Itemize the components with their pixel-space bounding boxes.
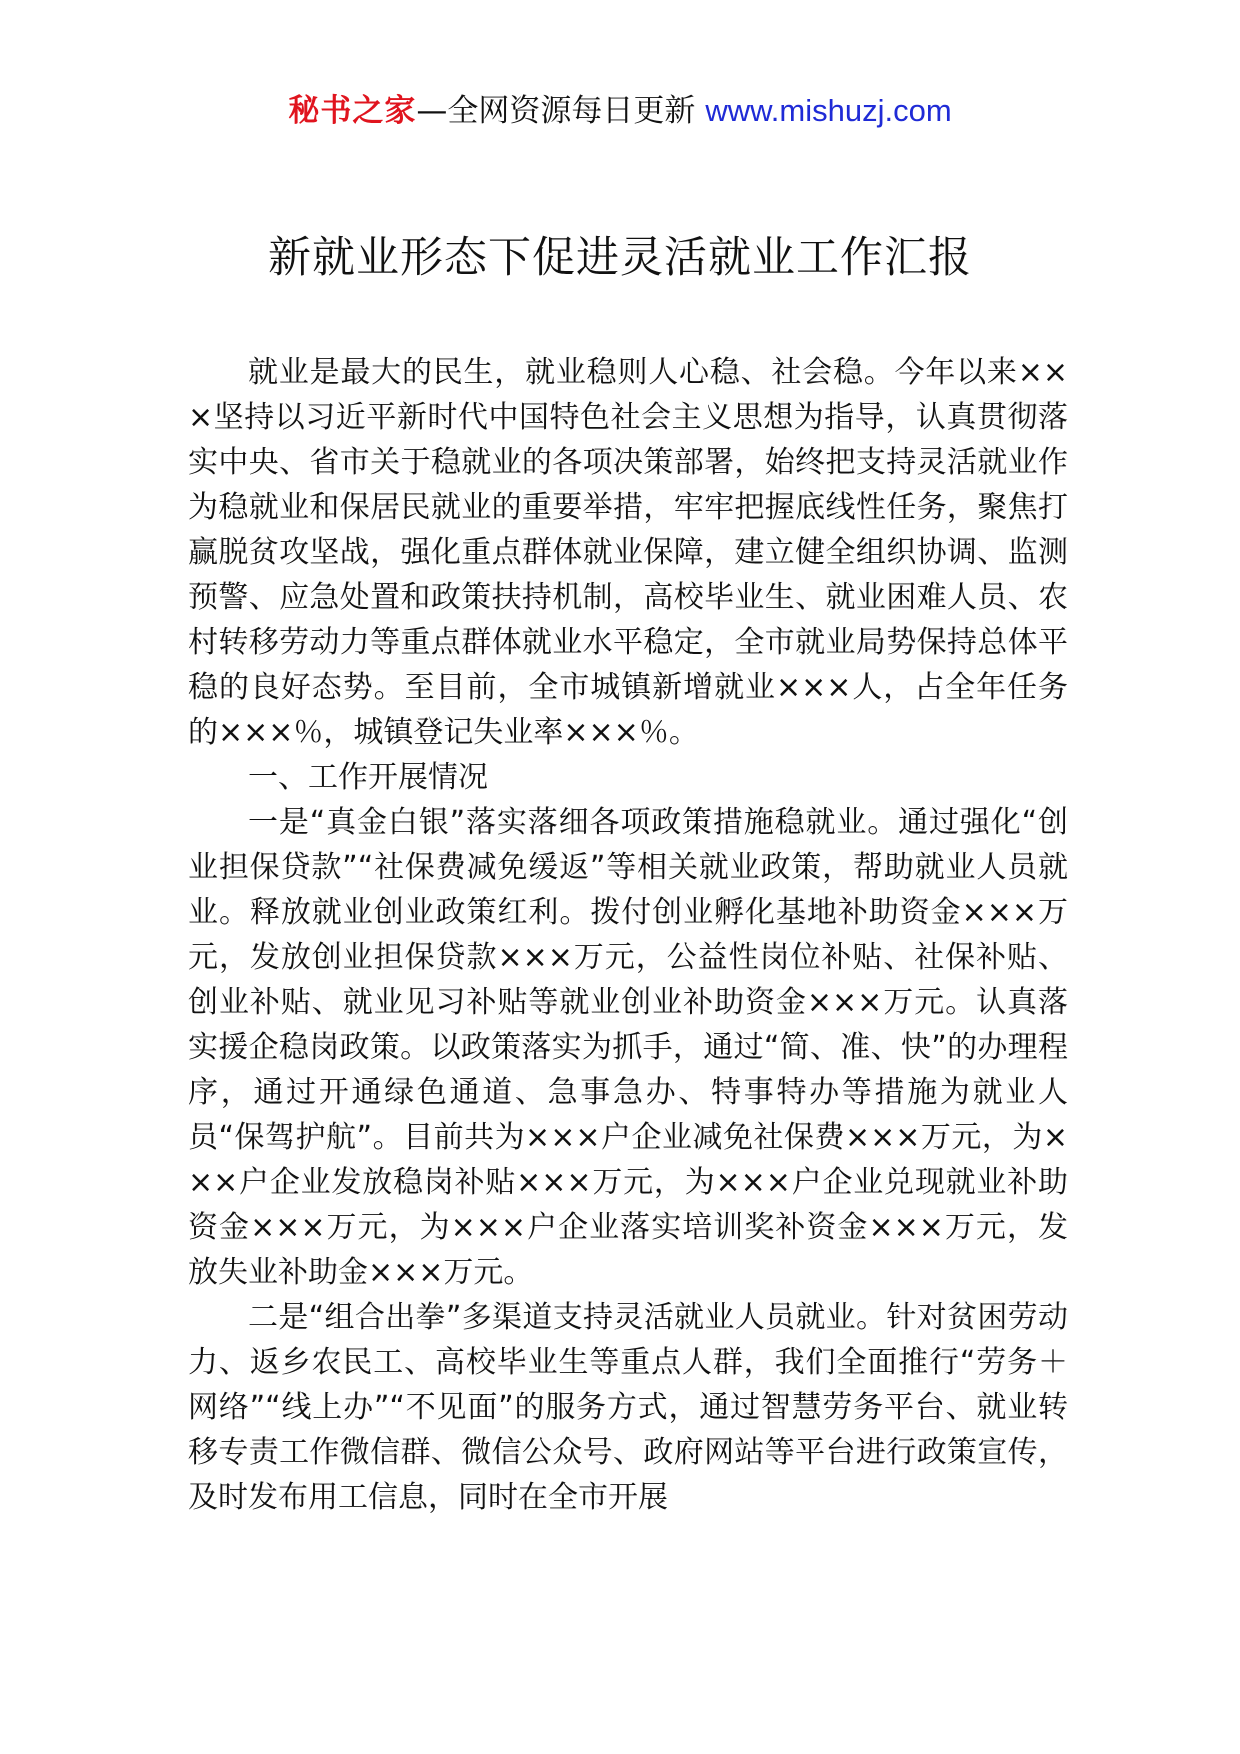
site-url-link[interactable]: www.mishuzj.com — [705, 93, 952, 128]
paragraph-multi-channel: 二是“组合出拳”多渠道支持灵活就业人员就业。针对贫困劳动力、返乡农民工、高校毕业生等重点人群，我们全面推行“劳务＋网络”“线上办”“不见面”的服务方式，通过智慧劳务平台、就业转移专责工作微信群、微信公众号、政府网站等平台进行政策宣传，及时发布用工信息，同时在全市开展 — [188, 1300, 1068, 1515]
section-heading: 一、工作开展情况 — [248, 760, 488, 795]
document-title: 新就业形态下促进灵活就业工作汇报 — [268, 233, 972, 283]
paragraph-intro: 就业是最大的民生，就业稳则人心稳、社会稳。今年以来×××坚持以习近平新时代中国特色社会主义思想为指导，认真贯彻落实中央、省市关于稳就业的各项决策部署，始终把支持灵活就业作为稳就业和保居民就业的重要举措，牢牢把握底线性任务，聚焦打赢脱贫攻坚战，强化重点群体就业保障，建立健全组织协调、监测预警、应急处置和政策扶持机制，高校毕业生、就业困难人员、农村转移劳动力等重点群体就业水平稳定，全市就业局势保持总体平稳的良好态势。至目前，全市城镇新增就业×××人，占全年任务的×××％，城镇登记失业率×××％。 — [188, 355, 1068, 750]
document-body — [188, 350, 1068, 1520]
site-brand: 秘书之家 — [288, 93, 417, 129]
paragraph-policy-measures: 一是“真金白银”落实落细各项政策措施稳就业。通过强化“创业担保贷款”“社保费减免缓返”等相关就业政策，帮助就业人员就业。释放就业创业政策红利。拨付创业孵化基地补助资金×××万元，发放创业担保贷款×××万元，公益性岗位补贴、社保补贴、创业补贴、就业见习补贴等就业创业补助资金×××万元。认真落实援企稳岗政策。以政策落实为抓手，通过“简、准、快”的办理程序，通过开通绿色通道、急事急办、特事特办等措施为就业人员“保驾护航”。目前共为×××户企业减免社保费×××万元，为×××户企业发放稳岗补贴×××万元，为×××户企业兑现就业补助资金×××万元，为×××户企业落实培训奖补资金×××万元，发放失业补助金×××万元。 — [188, 805, 1068, 1290]
site-header — [0, 88, 1240, 134]
site-tagline: —全网资源每日更新 — [416, 93, 696, 129]
